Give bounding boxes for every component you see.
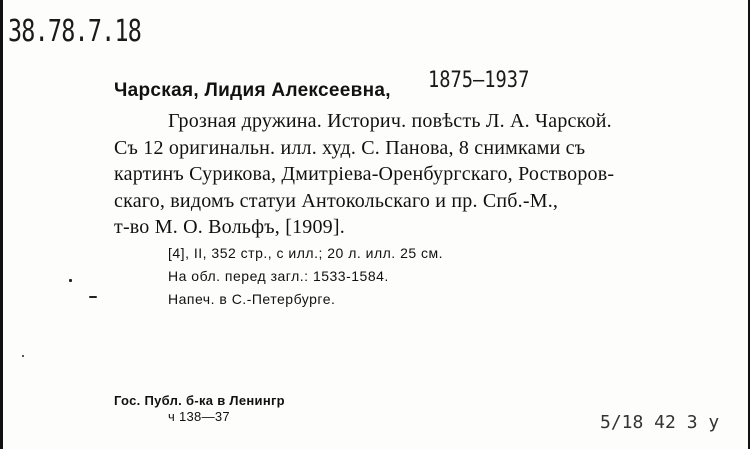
collation-note: [4], II, 352 стр., с илл.; 20 л. илл. 25 см.	[168, 245, 444, 261]
library-stamp: Гос. Публ. б-ка в Ленингр	[114, 393, 285, 408]
title-line-5: т-во М. О. Вольфъ, [1909].	[114, 216, 345, 238]
author-heading: Чарская, Лидия Алексеевна,	[114, 80, 391, 101]
shelfmark: 38.78.7.18	[8, 14, 142, 49]
library-code: ч 138—37	[168, 409, 230, 424]
speck	[69, 279, 72, 282]
title-line-1: Грозная дружина. Историч. повѣсть Л. А. Чарской.	[168, 110, 612, 132]
title-line-3: картинъ Сурикова, Дмитріева-Оренбургскаго, Ростворов-	[114, 163, 615, 185]
punch-mark	[89, 296, 97, 298]
title-line-2: Съ 12 оригинальн. илл. худ. С. Панова, 8 снимками съ	[114, 137, 586, 159]
title-line-4: скаго, видомъ статуи Антокольскаго и пр. Спб.-М.,	[114, 190, 559, 212]
stamp-number: 5/18 42 3 у	[600, 412, 720, 433]
speck	[22, 355, 24, 357]
print-place-note: Напеч. в С.-Петербурге.	[168, 291, 336, 307]
author-years: 1875–1937	[428, 68, 530, 93]
cover-note: На обл. перед загл.: 1533-1584.	[168, 268, 389, 284]
card-left-edge	[0, 0, 3, 449]
